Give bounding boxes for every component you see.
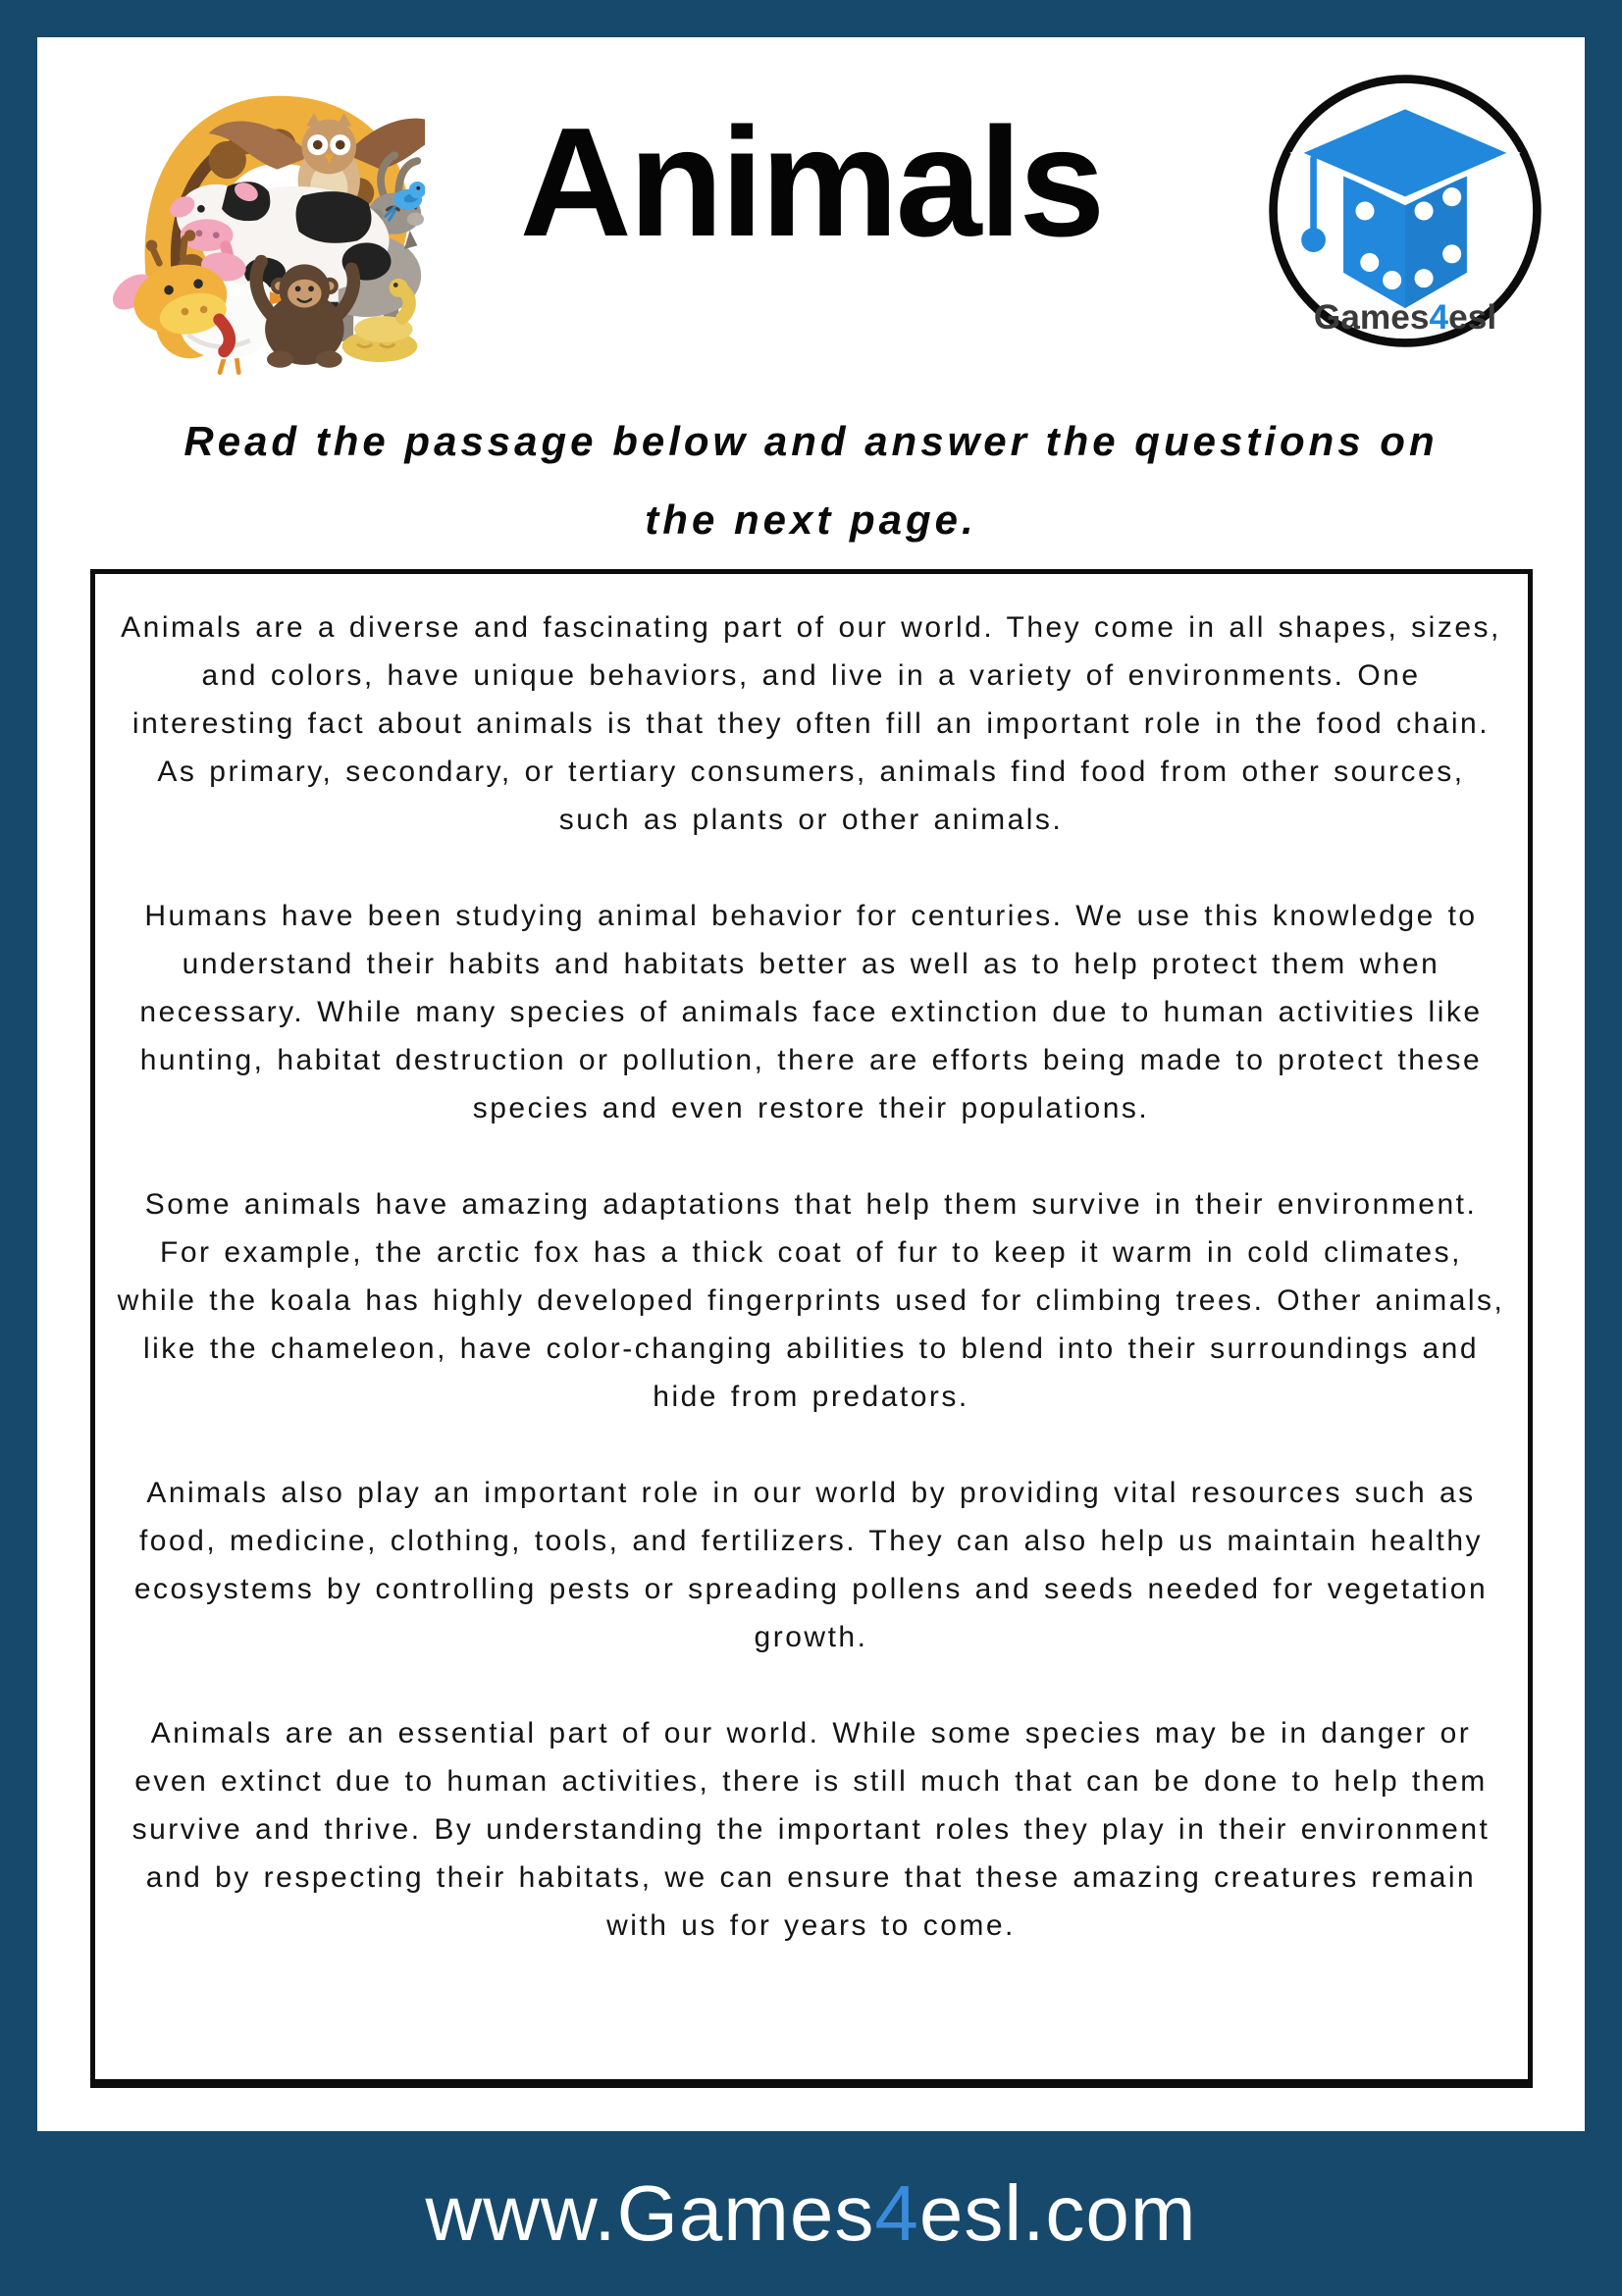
logo-brand-prefix: Games bbox=[1313, 298, 1430, 338]
logo-brand-digit: 4 bbox=[1429, 298, 1449, 338]
footer bbox=[0, 2131, 1622, 2296]
passage-paragraph-4: Animals also play an important role in our world by providing vital resources such as food, medicine, clothing, tools, and fertilizers. They can also help us maintain healthy ecosystems by controlling pests or spreading pollens and seeds needed for vegetation growth. bbox=[133, 1477, 1489, 1653]
passage-paragraph-2: Humans have been studying animal behavior for centuries. We use this knowledge to understand their habits and habitats better as well as to help protect them when necessary. While many species of animals face extinction due to human activities like hunting, habitat destruction or pollution, there are efforts being made to protect these species and even restore their populations. bbox=[139, 900, 1483, 1124]
passage-box bbox=[90, 569, 1533, 2088]
footer-url bbox=[0, 2131, 1622, 2296]
worksheet-sheet bbox=[37, 37, 1585, 2131]
games4esl-logo bbox=[1265, 71, 1545, 351]
logo-brand-text bbox=[1314, 298, 1496, 337]
footer-url-digit: 4 bbox=[874, 2169, 919, 2257]
passage-paragraph-1: Animals are a diverse and fascinating part of our world. They come in all shapes, sizes, and colors, have unique behaviors, and live in a variety of environments. One interesting fact about animals is that they often fill an important role in the food chain. As primary, secondary, or tertiary consumers, animals find food from other sources, such as plants or other animals. bbox=[121, 611, 1501, 836]
passage-paragraph-5: Animals are an essential part of our world. While some species may be in danger or even extinct due to human activities, there is still much that can be done to help them survive and thrive. By understanding the important roles they play in their environment and by respecting their habitats, we can ensure that these amazing creatures remain with us for years to come. bbox=[131, 1717, 1491, 1942]
instruction-line-1: Read the passage below and answer the questions on bbox=[183, 418, 1439, 464]
instruction-text bbox=[37, 402, 1585, 559]
instruction-line-2: the next page. bbox=[645, 496, 977, 543]
passage-paragraph-3: Some animals have amazing adaptations that help them survive in their environment. For example, the arctic fox has a thick coat of fur to keep it warm in cold climates, while the koala has highly developed fingerprints used for climbing trees. Other animals, like the chameleon, have color-changing abilities to blend into their surroundings and hide from predators. bbox=[117, 1188, 1505, 1413]
page-title: Animals bbox=[519, 96, 1103, 269]
footer-url-prefix: www.Games bbox=[425, 2169, 875, 2257]
logo-brand-suffix: esl bbox=[1448, 298, 1497, 338]
header bbox=[37, 37, 1585, 391]
footer-url-suffix: esl.com bbox=[918, 2169, 1197, 2257]
